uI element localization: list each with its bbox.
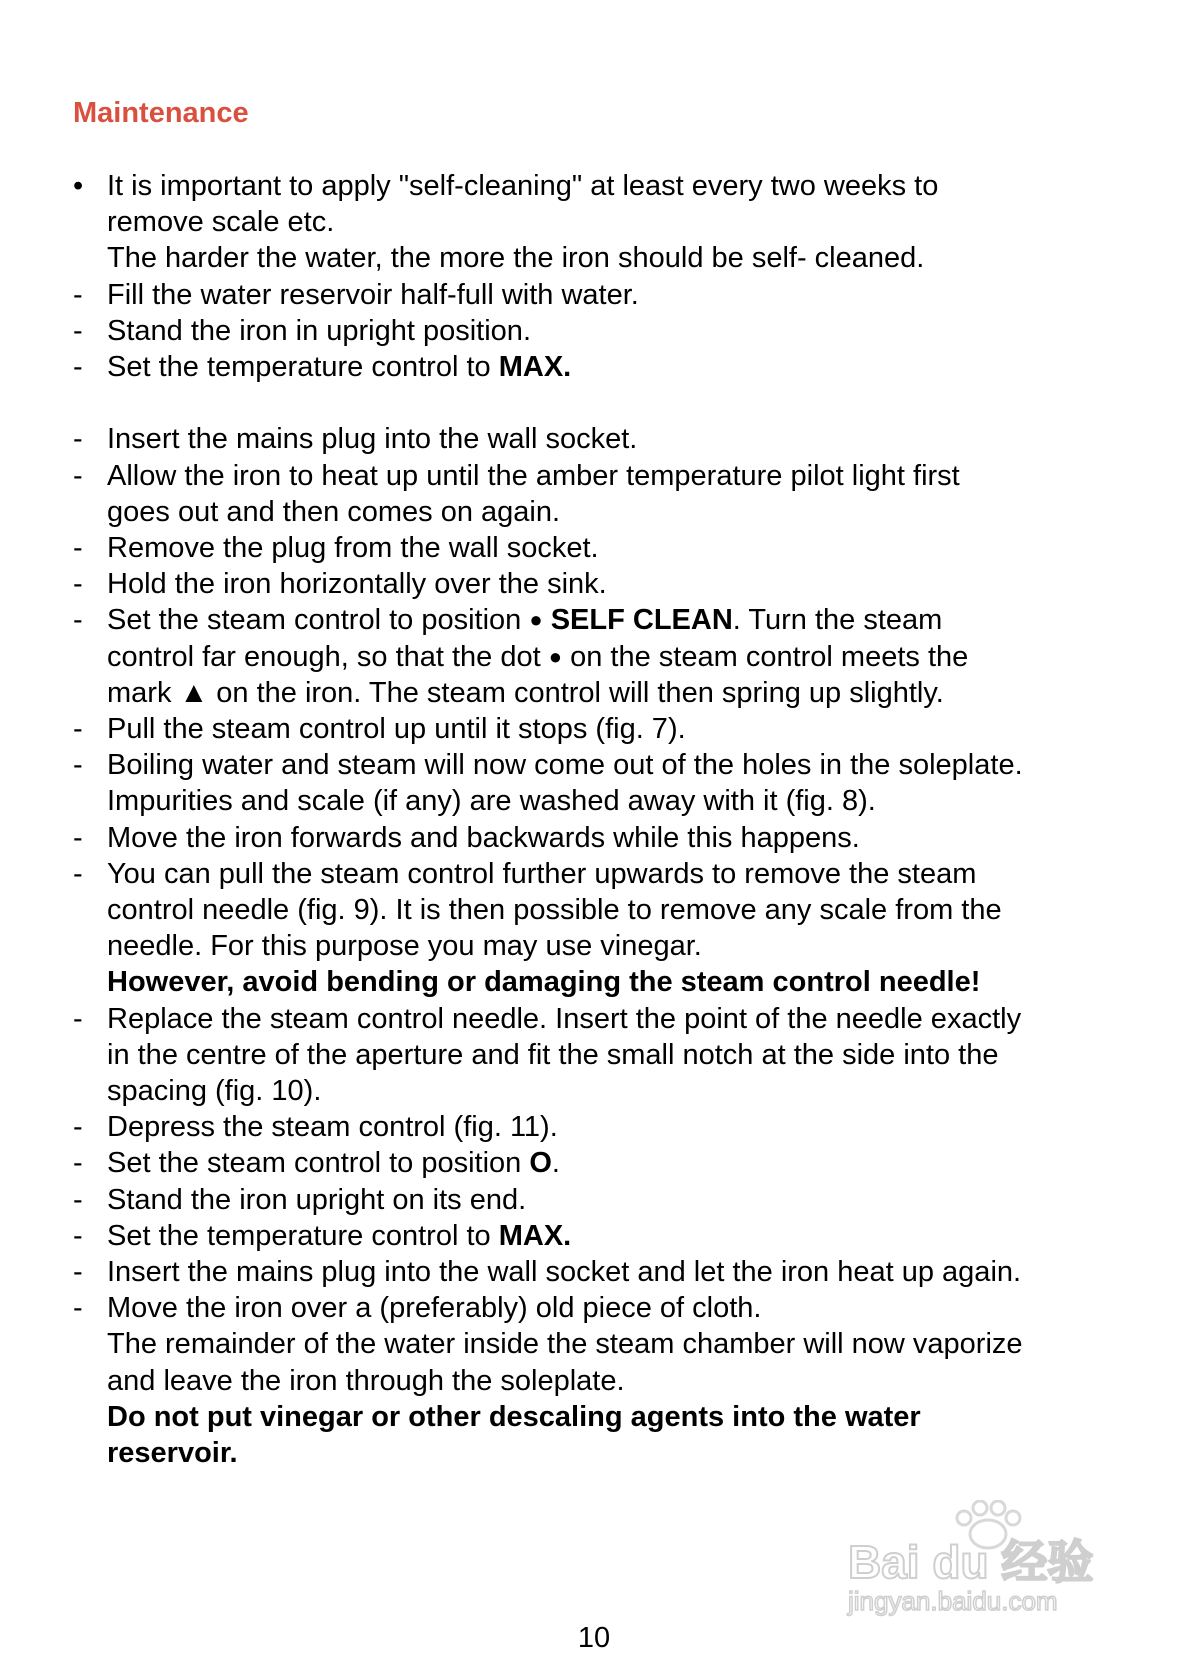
warning-text: reservoir. [107,1437,238,1470]
text-line: Pull the steam control up until it stops (fig. 7). [107,713,686,746]
text-line: in the centre of the aperture and fit the small notch at the side into the [107,1038,999,1071]
dash-marker: - [73,1111,83,1144]
text-line [107,675,1133,711]
spacer [73,385,1133,421]
text-line: Allow the iron to heat up until the amber temperature pilot light first [107,459,960,492]
text-line: Stand the iron upright on its end. [107,1183,527,1216]
text-line: Insert the mains plug into the wall socket and let the iron heat up again. [107,1256,1022,1289]
list-item [73,1001,1133,1110]
text-span: on the iron. The steam control will then spring up slightly. [208,676,944,709]
list-item [73,1109,1133,1145]
list-item [73,1145,1133,1181]
text-line: Boiling water and steam will now come out of the holes in the soleplate. [107,749,1023,782]
text-line: The harder the water, the more the iron should be self- cleaned. [107,242,925,275]
dash-marker: - [73,1147,83,1180]
list-item [73,602,1133,711]
list-item [73,313,1133,349]
text-line [107,349,1133,385]
text-span: Set the steam control to position [107,604,530,637]
text-line: needle. For this purpose you may use vinegar. [107,930,702,963]
text-span: on the steam control meets the [562,640,969,673]
dash-marker: - [73,314,83,347]
text-span: control far enough, so that the dot [107,640,549,673]
text-line: Remove the plug from the wall socket. [107,532,599,565]
list-item [73,1182,1133,1218]
dash-marker: - [73,278,83,311]
dash-marker: - [73,1002,83,1035]
text-line [107,1218,1133,1254]
baidu-watermark-logo [846,1500,1126,1620]
text-line: Hold the iron horizontally over the sink. [107,568,607,601]
text-line [107,639,1133,675]
dash-marker: - [73,604,83,637]
bold-text: MAX. [498,351,572,384]
watermark-url: jingyan.baidu.com [848,1586,1058,1616]
dash-marker: - [73,351,83,384]
dash-marker: - [73,713,83,746]
text-line: Impurities and scale (if any) are washed away with it (fig. 8). [107,785,876,818]
list-item [73,1290,1133,1471]
text-line: Depress the steam control (fig. 11). [107,1111,558,1144]
text-line: remove scale etc. [107,206,335,239]
text-span: Set the steam control to position [107,1147,530,1180]
instructions [73,168,1133,1471]
list-item [73,349,1133,385]
dash-marker: - [73,532,83,565]
list-item [73,747,1133,819]
list-item [73,530,1133,566]
warning-text: Do not put vinegar or other descaling agents into the water [107,1400,921,1433]
text-line: control needle (fig. 9). It is then possible to remove any scale from the [107,894,1002,927]
dash-marker: - [73,857,83,890]
text-line: The remainder of the water inside the steam chamber will now vaporize [107,1328,1023,1361]
list-item [73,168,1133,277]
page-number: 10 [577,1622,611,1654]
list-item [73,1218,1133,1254]
text-span: . Turn the steam [732,604,943,637]
list-item [73,421,1133,457]
bullet-marker: • [73,170,84,202]
watermark-brand: Bai du 经验 [848,1536,1094,1588]
triangle-mark-icon: ▲ [179,676,209,709]
list-item [73,820,1133,856]
warning-text: However, avoid bending or damaging the steam control needle! [107,966,981,999]
text-line: spacing (fig. 10). [107,1075,322,1108]
dash-marker: - [73,459,83,492]
dot-icon: ● [529,607,543,633]
list-item [73,1254,1133,1290]
section-heading: Maintenance [73,97,249,129]
bold-text: SELF CLEAN [550,604,733,637]
dash-marker: - [73,568,83,601]
text-line: goes out and then comes on again. [107,495,561,528]
dash-marker: - [73,821,83,854]
dash-marker: - [73,423,83,456]
text-span: Set the temperature control to [107,351,499,384]
list-item [73,711,1133,747]
dash-marker: - [73,1292,83,1325]
dash-marker: - [73,1183,83,1216]
text-line: and leave the iron through the soleplate. [107,1364,625,1397]
dot-icon: ● [548,643,563,669]
text-span: mark [107,676,180,709]
text-line: Move the iron over a (preferably) old piece of cloth. [107,1292,762,1325]
list-item [73,458,1133,530]
text-line: Insert the mains plug into the wall socket. [107,423,638,456]
bold-text: MAX. [498,1219,572,1252]
dash-marker: - [73,749,83,782]
text-line [107,1145,1133,1181]
list-item [73,856,1133,1001]
text-span: Set the temperature control to [107,1219,499,1252]
text-line: Move the iron forwards and backwards while this happens. [107,821,860,854]
dash-marker: - [73,1256,83,1289]
bold-text: O [529,1147,552,1180]
text-span: . [551,1147,560,1180]
text-line: It is important to apply "self-cleaning" at least every two weeks to [107,170,939,202]
text-line [107,602,1133,638]
list-item [73,277,1133,313]
list-item [73,566,1133,602]
text-line: Replace the steam control needle. Insert the point of the needle exactly [107,1002,1022,1035]
dash-marker: - [73,1219,83,1252]
text-line: Fill the water reservoir half-full with water. [107,278,639,311]
text-line: You can pull the steam control further upwards to remove the steam [107,857,977,890]
text-line: Stand the iron in upright position. [107,314,531,347]
